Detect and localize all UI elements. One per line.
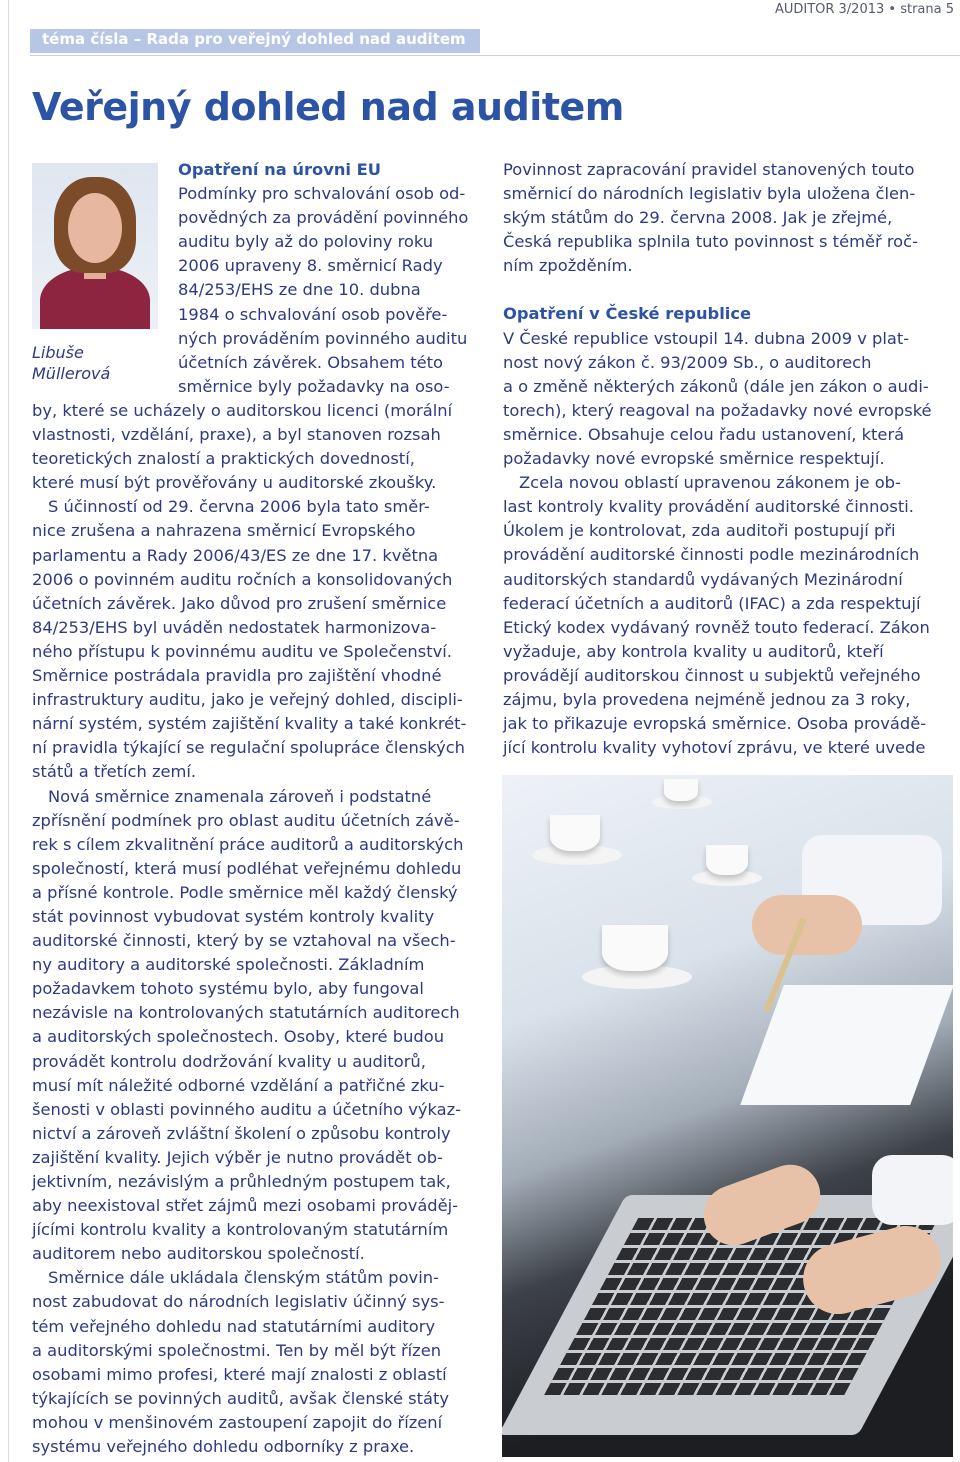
text-line: ného přístupu k povinnému auditu ve Společenství. bbox=[32, 641, 452, 661]
text-line: vlastnosti, vzdělání, praxe), a byl stanoven rozsah bbox=[32, 425, 441, 445]
text-line: týkajících se povinných auditů, avšak členské státy bbox=[32, 1388, 450, 1408]
text-line: infrastruktury auditu, jako je veřejný dohled, discipli- bbox=[32, 690, 463, 710]
text-line: Povinnost zapracování pravidel stanovených touto bbox=[503, 160, 915, 179]
text-line: federací účetních a auditorů (IFAC) a zda respektují bbox=[503, 593, 921, 613]
text-line: teoretických znalostí a praktických dovedností, bbox=[32, 449, 415, 469]
text-line: a auditorských společnostech. Osoby, které budou bbox=[32, 1027, 445, 1047]
author-name bbox=[32, 342, 110, 384]
text-line: zájmu, byla provedena nejméně jednou za 3 roky, bbox=[503, 689, 911, 709]
text-line: torech), který reagoval na požadavky nové evropské bbox=[503, 400, 932, 420]
text-line: jak to přikazuje evropská směrnice. Osoba provádě- bbox=[503, 714, 927, 734]
text-line: V České republice vstoupil 14. dubna 2009 v plat- bbox=[503, 328, 910, 348]
text-line: a přísné kontrole. Podle směrnice měl každý členský bbox=[32, 882, 458, 902]
article-title: Veřejný dohled nad auditem bbox=[32, 85, 624, 129]
meeting-photo bbox=[502, 775, 953, 1457]
text-line: auditorem nebo auditorskou společností. bbox=[32, 1244, 365, 1264]
right-column bbox=[503, 158, 932, 760]
text-line: auditorské činnosti, který by se vztahoval na všech- bbox=[32, 931, 456, 951]
text-line: tém veřejného dohledu nad statutárními auditory bbox=[32, 1316, 436, 1336]
section-band bbox=[30, 29, 480, 53]
issue-info: AUDITOR 3/2013 • strana 5 bbox=[774, 2, 954, 17]
text-line: provádějí auditorskou činnost u subjektů veřejného bbox=[503, 665, 921, 685]
text-line: systému veřejného dohledu odborníky z praxe. bbox=[32, 1437, 415, 1457]
text-line: auditu byly až do poloviny roku bbox=[178, 232, 434, 252]
text-line: požadavkem tohoto systému bylo, aby fungoval bbox=[32, 979, 424, 999]
text-line: směrnice. Obsahuje celou řadu ustanovení, která bbox=[503, 424, 905, 444]
text-line: které musí být prověřovány u auditorské zkoušky. bbox=[32, 473, 437, 493]
text-line: společností, která musí podléhat veřejnému dohledu bbox=[32, 858, 462, 878]
text-line: Etický kodex vydávaný rovněž touto federací. Zákon bbox=[503, 617, 930, 637]
text-line: šenosti v oblasti povinného auditu a účetního výkaz- bbox=[32, 1099, 462, 1119]
text-line: směrnicí do národních legislativ byla uložena člen- bbox=[503, 184, 916, 204]
text-line: ných prováděním povinného auditu bbox=[178, 328, 468, 348]
text-line: mohou v menšinovém zastoupení zapojit do řízení bbox=[32, 1412, 443, 1432]
text-line: ní pravidla týkající se regulační spolupráce členských bbox=[32, 738, 465, 758]
text-line: Úkolem je kontrolovat, zda auditoři postupují při bbox=[503, 521, 896, 541]
text-line: povědných za provádění povinného bbox=[178, 208, 469, 228]
text-line: požadavky nové evropské směrnice respektují. bbox=[503, 449, 885, 469]
text-line: S účinností od 29. června 2006 byla tato směr- bbox=[48, 497, 430, 517]
text-line: ním zpožděním. bbox=[503, 256, 633, 276]
left-top-column bbox=[178, 158, 468, 399]
left-body-column bbox=[32, 399, 466, 1459]
text-line: států a třetích zemí. bbox=[32, 762, 197, 782]
text-line: nezávisle na kontrolovaných statutárních auditorech bbox=[32, 1003, 460, 1023]
text-line: zajištění kvality. Jejich výběr je nutno provádět ob- bbox=[32, 1147, 443, 1167]
text-line: nost zabudovat do národních legislativ účinný sys- bbox=[32, 1292, 445, 1312]
text-line: by, které se ucházely o auditorskou licenci (morální bbox=[32, 401, 453, 420]
text-line: aby neexistoval střet zájmů mezi osobami prováděj- bbox=[32, 1196, 459, 1216]
text-line: účetních závěrek. Obsahem této bbox=[178, 352, 443, 372]
text-line: last kontroly kvality provádění auditorské činnosti. bbox=[503, 497, 914, 517]
text-line: rek s cílem zkvalitnění práce auditorů a auditorských bbox=[32, 834, 464, 854]
text-line: nice zrušena a nahrazena směrnicí Evropského bbox=[32, 521, 416, 541]
text-line: osobami mimo profesi, které mají znalosti z oblastí bbox=[32, 1364, 447, 1384]
text-line: Česká republika splnila tuto povinnost s téměř roč- bbox=[503, 232, 918, 252]
text-line: provádět kontrolu dodržování kvality u auditorů, bbox=[32, 1051, 426, 1071]
text-line: 2006 o povinném auditu ročních a konsolidovaných bbox=[32, 569, 453, 589]
header-rule bbox=[30, 55, 960, 56]
text-line: jící kontrolu kvality vyhotoví zprávu, ve které uvede bbox=[503, 738, 926, 758]
text-line: ským státům do 29. června 2008. Jak je zřejmé, bbox=[503, 208, 893, 228]
text-line: Nová směrnice znamenala zároveň i podstatné bbox=[48, 786, 432, 806]
text-line: vyžaduje, aby kontrola kvality u auditorů, kteří bbox=[503, 641, 884, 661]
text-line: jektivním, nezávislým a průhledným postupem tak, bbox=[32, 1172, 451, 1191]
text-line: nictví a zároveň zvláštní školení o způsobu kontroly bbox=[32, 1123, 451, 1143]
text-line: 84/253/EHS ze dne 10. dubna bbox=[178, 280, 421, 300]
author-first-name: Libuše bbox=[32, 343, 84, 362]
text-line: a o změně některých zákonů (dále jen zákon o audi- bbox=[503, 376, 929, 396]
text-line: Směrnice dále ukládala členským státům povin- bbox=[48, 1268, 439, 1288]
text-line: ny auditory a auditorské společnosti. Základním bbox=[32, 955, 425, 975]
text-line: musí mít náležité odborné vzdělání a patřičné zku- bbox=[32, 1075, 445, 1095]
text-line: parlamentu a Rady 2006/43/ES ze dne 17. května bbox=[32, 545, 439, 565]
text-line: 2006 upraveny 8. směrnicí Rady bbox=[178, 256, 443, 276]
section-label: téma čísla – Rada pro veřejný dohled nad auditem bbox=[42, 30, 466, 48]
text-line: nost nový zákon č. 93/2009 Sb., o auditorech bbox=[503, 352, 872, 372]
section-heading-eu: Opatření na úrovni EU bbox=[178, 160, 382, 179]
text-line: Směrnice postrádala pravidla pro zajištění vhodné bbox=[32, 666, 442, 686]
text-line: 84/253/EHS byl uváděn nedostatek harmonizova- bbox=[32, 617, 437, 637]
spacer bbox=[503, 278, 932, 302]
text-line: stát povinnost vybudovat systém kontroly kvality bbox=[32, 906, 435, 926]
text-line: provádění auditorské činnosti podle mezinárodních bbox=[503, 545, 920, 565]
text-line: a auditorskými společnostmi. Ten by měl být řízen bbox=[32, 1340, 442, 1360]
margin-line bbox=[8, 0, 9, 1462]
text-line: zpřísnění podmínek pro oblast auditu účetních závě- bbox=[32, 810, 460, 830]
text-line: 1984 o schvalování osob pověře- bbox=[178, 304, 448, 324]
author-last-name: Müllerová bbox=[32, 364, 111, 383]
text-line: Podmínky pro schvalování osob od- bbox=[178, 184, 466, 204]
text-line: jícími kontrolu kvality a kontrolovaným statutárním bbox=[32, 1220, 449, 1240]
text-line: směrnice byly požadavky na oso- bbox=[178, 376, 450, 396]
author-portrait bbox=[32, 163, 158, 329]
text-line: účetních závěrek. Jako důvod pro zrušení směrnice bbox=[32, 593, 447, 613]
text-line: Zcela novou oblastí upravenou zákonem je ob- bbox=[519, 473, 901, 493]
section-heading-cr: Opatření v České republice bbox=[503, 304, 752, 324]
text-line: nární systém, systém zajištění kvality a také konkrét- bbox=[32, 714, 467, 734]
text-line: auditorských standardů vydávaných Mezinárodní bbox=[503, 569, 903, 589]
